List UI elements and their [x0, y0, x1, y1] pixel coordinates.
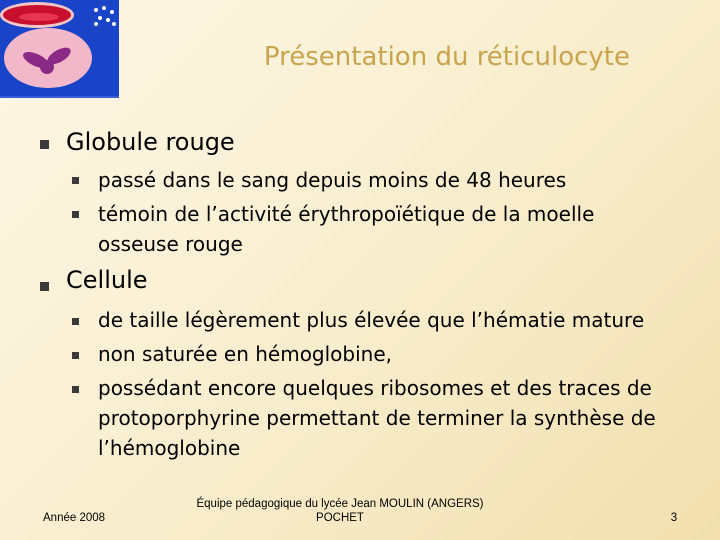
reticulocyte-logo-icon — [0, 0, 119, 98]
list-item: passé dans le sang depuis moins de 48 heures — [98, 168, 567, 192]
bullet-square-icon — [72, 352, 79, 359]
bullet-square-icon — [72, 211, 79, 218]
list-item: de taille légèrement plus élevée que l’hématie mature — [98, 308, 645, 332]
list-item: possédant encore quelques ribosomes et des traces de protoporphyrine permettant de terminer la synthèse de l’hémoglobine — [98, 376, 656, 460]
section-heading: Cellule — [66, 266, 148, 294]
list-item: témoin de l’activité érythropoïétique de la moelle osseuse rouge — [98, 202, 595, 256]
footer-credit-line1: Équipe pédagogique du lycée Jean MOULIN (ANGERS) — [196, 498, 484, 510]
bullet-square-icon — [72, 318, 79, 325]
slide-title: Présentation du réticulocyte — [263, 42, 630, 72]
ribosome-dots-icon — [92, 6, 118, 28]
bullet-square-icon — [72, 177, 79, 184]
bullet-square-icon — [40, 282, 49, 291]
footer-year: Année 2008 — [43, 512, 106, 524]
list-item: non saturée en hémoglobine, — [98, 342, 393, 366]
bullet-square-icon — [40, 140, 49, 149]
page-number: 3 — [670, 512, 678, 524]
red-blood-cell-icon — [0, 2, 74, 28]
reticulocyte-cell-icon — [4, 28, 92, 88]
bullet-square-icon — [72, 386, 79, 393]
section-heading: Globule rouge — [66, 128, 235, 156]
footer-credit-line2: POCHET — [316, 512, 364, 524]
